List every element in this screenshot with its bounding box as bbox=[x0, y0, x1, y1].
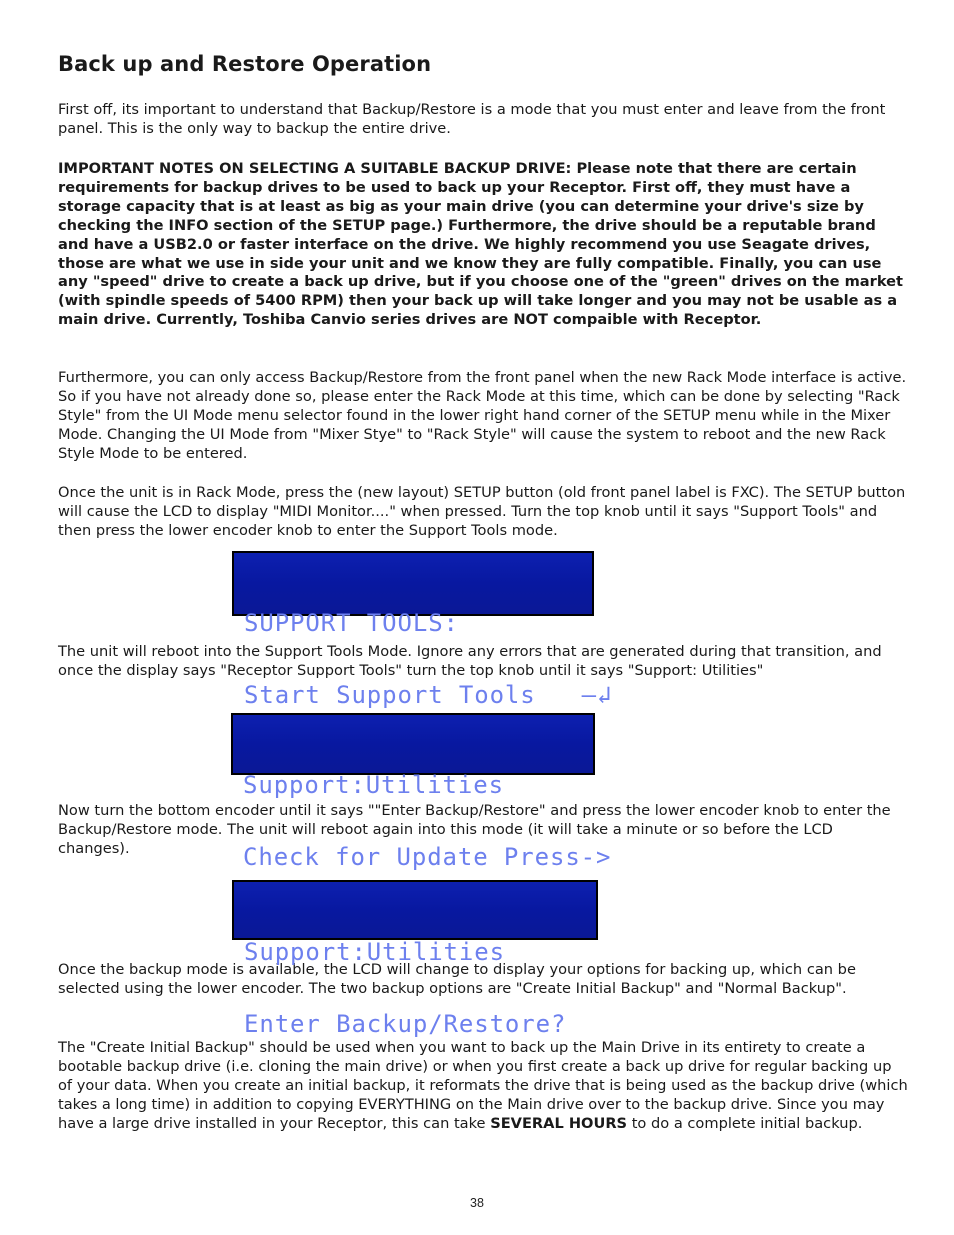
setup-button-paragraph: Once the unit is in Rack Mode, press the (new layout) SETUP button (old front panel label is FXC). The SETUP button will cause the LCD to display "MIDI Monitor...." when pressed. Turn the top knob until it says "Support Tools" and then press the lower encoder knob to enter the Support Tools mode. bbox=[58, 484, 906, 539]
lcd-line-2: Start Support Tools —↲ bbox=[244, 681, 613, 709]
rack-mode-paragraph: Furthermore, you can only access Backup/Restore from the front panel when the new Rack Mode interface is active. So if you have not already done so, please enter the Rack Mode at this time, which can be done by selecting "Rack Style" from the UI Mode menu selector found in the lower right hand corner of the SETUP menu while in the Mixer Mode. Changing the UI Mode from "Mixer Stye" to "Rack Style" will cause the system to reboot and the new Rack Style Mode to be entered. bbox=[58, 369, 907, 462]
backup-options-paragraph: Once the backup mode is available, the LCD will change to display your options for backing up, which can be selected using the lower encoder. The two backup options are "Create Initial Backup" and "Normal Backup". bbox=[58, 961, 856, 997]
initial-backup-text-end: to do a complete initial backup. bbox=[627, 1114, 863, 1132]
lcd-line-2: Check for Update Press-> bbox=[243, 843, 612, 871]
several-hours-emphasis: SEVERAL HOURS bbox=[490, 1114, 628, 1132]
intro-paragraph: First off, its important to understand that Backup/Restore is a mode that you must enter and leave from the front panel. This is the only way to backup the entire drive. bbox=[58, 101, 886, 137]
lcd-screen-enter-backup bbox=[232, 880, 598, 1038]
lcd-line-1: SUPPORT TOOLS: bbox=[244, 609, 459, 637]
backup-restore-paragraph: Now turn the bottom encoder until it says ""Enter Backup/Restore" and press the lower encoder knob to enter the Backup/Restore mode. The unit will reboot again into this mode (it will take a minute or so before the LCD changes). bbox=[58, 802, 891, 857]
lcd-line-2: Enter Backup/Restore? bbox=[244, 1010, 567, 1038]
lcd-screen-support-tools bbox=[232, 551, 613, 709]
lcd-line-1: Support:Utilities bbox=[244, 938, 505, 966]
support-tools-paragraph: The unit will reboot into the Support Tools Mode. Ignore any errors that are generated during that transition, and once the display says "Receptor Support Tools" turn the top knob until it says "Support: Utilities" bbox=[58, 643, 882, 679]
page-number: 38 bbox=[470, 1196, 484, 1210]
lcd-screen-check-update bbox=[231, 713, 612, 871]
initial-backup-text: The "Create Initial Backup" should be used when you want to back up the Main Drive in its entirety to create a bootable backup drive (i.e. cloning the main drive) or when you first create a back up drive for regular backing up of your data. When you create an initial backup, it reformats the drive that is being used as the backup drive (which takes a long time) in addition to copying EVERYTHING on the Main drive over to the backup drive. Since you may have a large drive installed in your Receptor, this can take bbox=[58, 1039, 908, 1132]
important-notes-paragraph: IMPORTANT NOTES ON SELECTING A SUITABLE BACKUP DRIVE: Please note that there are certain requirements for backup drives to be used to back up your Receptor. First off, they must have a storage capacity that is at least as big as your main drive (you can determine your drive's size by checking the INFO section of the SETUP page.) Furthermore, the drive should be a reputable brand and have a USB2.0 or faster interface on the drive. We highly recommend you use Seagate drives, those are what we use in side your unit and we know they are fully compatible. Finally, you can use any "speed" drive to create a back up drive, but if you choose one of the "green" drives on the market (with spindle speeds of 5400 RPM) then your back up will take longer and you may not be usable as a main drive. Currently, Toshiba Canvio series drives are NOT compaible with Receptor. bbox=[58, 160, 904, 329]
lcd-line-1: Support:Utilities bbox=[243, 771, 504, 799]
section-heading: Back up and Restore Operation bbox=[58, 52, 432, 76]
